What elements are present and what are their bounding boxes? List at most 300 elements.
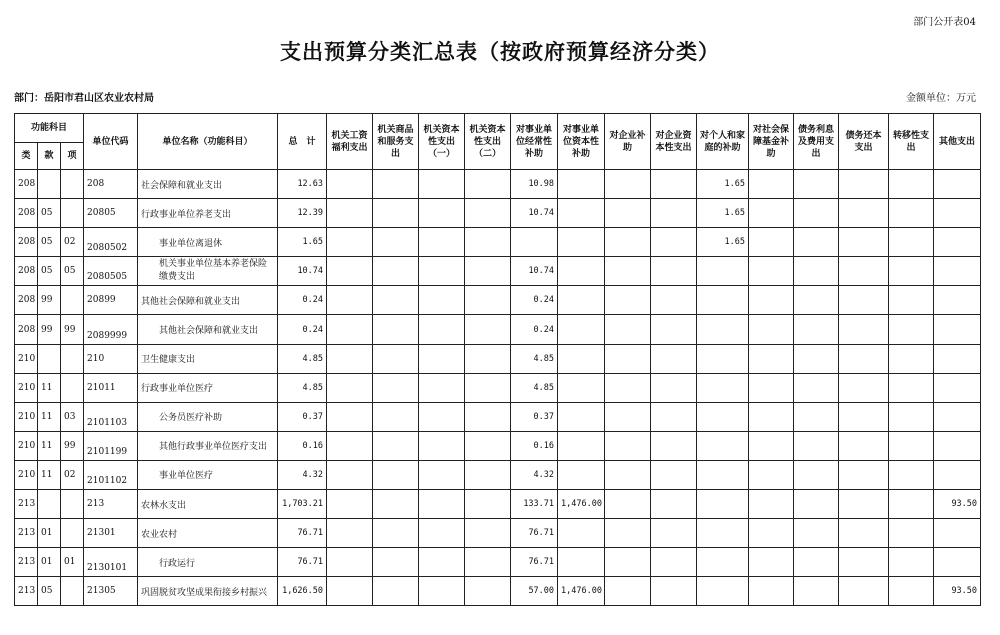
econ-header: 转移性支出 (889, 114, 934, 170)
amount-cell (794, 373, 839, 402)
amount-cell (327, 228, 373, 257)
amount-cell (697, 402, 749, 431)
amount-cell (373, 315, 419, 344)
amount-cell (327, 257, 373, 286)
amount-cell (419, 228, 465, 257)
total-cell: 10.74 (278, 257, 327, 286)
total-cell: 1,703.21 (278, 490, 327, 519)
amount-cell (839, 315, 889, 344)
amount-cell (697, 490, 749, 519)
amount-cell (749, 228, 794, 257)
total-cell: 76.71 (278, 519, 327, 548)
amount-cell (794, 257, 839, 286)
amount-cell (558, 519, 605, 548)
amount-cell (651, 228, 697, 257)
total-cell: 76.71 (278, 548, 327, 577)
amount-cell (373, 460, 419, 489)
xiang-cell (61, 577, 84, 606)
unit-code-cell: 21011 (84, 373, 138, 402)
amount-cell (839, 431, 889, 460)
unit-name-cell: 农林水支出 (138, 490, 278, 519)
econ-header: 对企业资本性支出 (651, 114, 697, 170)
amount-cell (651, 402, 697, 431)
xiang-cell: 99 (61, 431, 84, 460)
kuan-cell: 01 (38, 519, 61, 548)
amount-cell (934, 402, 981, 431)
unit-name-cell: 公务员医疗补助 (138, 402, 278, 431)
amount-cell (327, 431, 373, 460)
amount-cell (794, 315, 839, 344)
lei-cell: 208 (15, 228, 38, 257)
unit-code-cell: 2101102 (84, 460, 138, 489)
amount-cell (327, 548, 373, 577)
amount-cell (419, 402, 465, 431)
amount-cell: 1.65 (697, 228, 749, 257)
amount-cell (651, 315, 697, 344)
amount-cell (889, 431, 934, 460)
unit-code-cell: 20805 (84, 199, 138, 228)
amount-cell (839, 228, 889, 257)
amount-cell (605, 344, 651, 373)
amount-cell (465, 431, 511, 460)
unit-name-cell: 机关事业单位基本养老保险缴费支出 (138, 257, 278, 286)
lei-cell: 213 (15, 519, 38, 548)
amount-cell (373, 490, 419, 519)
amount-cell (327, 373, 373, 402)
amount-cell (749, 286, 794, 315)
amount-cell (373, 344, 419, 373)
econ-header: 机关商品和服务支出 (373, 114, 419, 170)
amount-cell (327, 402, 373, 431)
amount-cell (465, 257, 511, 286)
amount-cell (651, 460, 697, 489)
table-row (15, 257, 981, 286)
econ-header: 对事业单位经常性补助 (511, 114, 558, 170)
total-cell: 1,626.50 (278, 577, 327, 606)
amount-cell (605, 199, 651, 228)
amount-cell (697, 257, 749, 286)
amount-cell (749, 344, 794, 373)
kuan-cell (38, 170, 61, 199)
amount-cell (651, 548, 697, 577)
xiang-cell (61, 170, 84, 199)
total-cell: 0.37 (278, 402, 327, 431)
amount-cell (749, 490, 794, 519)
table-row (15, 490, 981, 519)
xiang-cell: 01 (61, 548, 84, 577)
amount-cell (889, 286, 934, 315)
amount-cell (373, 286, 419, 315)
amount-cell (465, 460, 511, 489)
amount-cell (934, 460, 981, 489)
amount-cell (419, 431, 465, 460)
econ-header: 机关资本性支出（二） (465, 114, 511, 170)
amount-cell (697, 519, 749, 548)
amount-cell (419, 257, 465, 286)
amount-cell: 4.85 (511, 373, 558, 402)
amount-cell (605, 519, 651, 548)
unit-code-cell: 2089999 (84, 315, 138, 344)
amount-cell (794, 286, 839, 315)
amount-cell: 76.71 (511, 548, 558, 577)
table-row (15, 344, 981, 373)
amount-cell (373, 577, 419, 606)
amount-unit-label: 金额单位：万元 (906, 93, 976, 104)
total-cell: 0.24 (278, 286, 327, 315)
amount-cell: 0.24 (511, 286, 558, 315)
amount-cell (934, 519, 981, 548)
amount-cell (605, 315, 651, 344)
amount-cell (794, 431, 839, 460)
econ-header: 对社会保障基金补助 (749, 114, 794, 170)
amount-cell (558, 431, 605, 460)
unit-code-cell: 21301 (84, 519, 138, 548)
amount-cell (839, 402, 889, 431)
table-row (15, 199, 981, 228)
amount-cell (327, 170, 373, 199)
amount-cell (605, 373, 651, 402)
amount-cell (749, 577, 794, 606)
budget-table (14, 113, 981, 606)
amount-cell (605, 257, 651, 286)
amount-cell (651, 490, 697, 519)
unit-code-cell: 210 (84, 344, 138, 373)
amount-cell (419, 577, 465, 606)
total-cell: 4.85 (278, 344, 327, 373)
unit-name-header: 单位名称（功能科目） (138, 114, 278, 170)
table-row (15, 286, 981, 315)
amount-cell (327, 577, 373, 606)
form-number: 部门公开表04 (913, 17, 976, 28)
amount-cell (889, 199, 934, 228)
amount-cell (558, 228, 605, 257)
amount-cell: 1,476.00 (558, 490, 605, 519)
unit-name-cell: 行政运行 (138, 548, 278, 577)
amount-cell (889, 170, 934, 199)
unit-name-cell: 其他行政事业单位医疗支出 (138, 431, 278, 460)
kuan-cell: 11 (38, 373, 61, 402)
kuan-cell: 99 (38, 286, 61, 315)
xiang-cell: 02 (61, 460, 84, 489)
amount-cell: 76.71 (511, 519, 558, 548)
econ-header: 对企业补助 (605, 114, 651, 170)
total-cell: 0.16 (278, 431, 327, 460)
total-cell: 0.24 (278, 315, 327, 344)
amount-cell (651, 199, 697, 228)
kuan-cell: 05 (38, 577, 61, 606)
amount-cell: 0.37 (511, 402, 558, 431)
amount-cell (794, 460, 839, 489)
xiang-cell (61, 199, 84, 228)
amount-cell (889, 344, 934, 373)
unit-code-cell: 2080502 (84, 228, 138, 257)
amount-cell (934, 373, 981, 402)
econ-header: 债务利息及费用支出 (794, 114, 839, 170)
amount-cell (889, 519, 934, 548)
kuan-cell (38, 490, 61, 519)
kuan-cell: 11 (38, 431, 61, 460)
amount-cell (889, 548, 934, 577)
amount-cell (697, 315, 749, 344)
amount-cell (373, 402, 419, 431)
amount-cell (558, 286, 605, 315)
amount-cell (889, 228, 934, 257)
amount-cell (558, 199, 605, 228)
amount-cell (697, 286, 749, 315)
amount-cell (794, 170, 839, 199)
econ-header: 对事业单位资本性补助 (558, 114, 605, 170)
amount-cell (465, 373, 511, 402)
amount-cell (373, 228, 419, 257)
amount-cell (794, 519, 839, 548)
table-row (15, 228, 981, 257)
amount-cell (558, 460, 605, 489)
amount-cell (465, 577, 511, 606)
kuan-cell: 11 (38, 460, 61, 489)
amount-cell (465, 315, 511, 344)
amount-cell (651, 373, 697, 402)
amount-cell (749, 257, 794, 286)
amount-cell (327, 286, 373, 315)
amount-cell: 4.85 (511, 344, 558, 373)
amount-cell (419, 460, 465, 489)
amount-cell (749, 199, 794, 228)
unit-code-cell: 20899 (84, 286, 138, 315)
amount-cell (934, 315, 981, 344)
amount-cell: 57.00 (511, 577, 558, 606)
xiang-cell: 99 (61, 315, 84, 344)
amount-cell (839, 344, 889, 373)
amount-cell (605, 490, 651, 519)
amount-cell (327, 199, 373, 228)
amount-cell (373, 170, 419, 199)
lei-cell: 208 (15, 170, 38, 199)
kuan-header: 款 (38, 143, 61, 170)
amount-cell (465, 199, 511, 228)
amount-cell (889, 315, 934, 344)
lei-cell: 210 (15, 344, 38, 373)
amount-cell (697, 577, 749, 606)
unit-name-cell: 其他社会保障和就业支出 (138, 315, 278, 344)
table-row (15, 519, 981, 548)
unit-name-cell: 卫生健康支出 (138, 344, 278, 373)
kuan-cell: 05 (38, 257, 61, 286)
unit-name-cell: 事业单位医疗 (138, 460, 278, 489)
kuan-cell: 05 (38, 228, 61, 257)
unit-name-cell: 行政事业单位医疗 (138, 373, 278, 402)
amount-cell (558, 373, 605, 402)
table-row (15, 577, 981, 606)
amount-cell (794, 199, 839, 228)
amount-cell (697, 431, 749, 460)
amount-cell (373, 257, 419, 286)
department-label: 部门：岳阳市君山区农业农村局 (14, 93, 154, 104)
amount-cell (934, 170, 981, 199)
amount-cell: 10.74 (511, 257, 558, 286)
amount-cell: 0.24 (511, 315, 558, 344)
amount-cell (419, 548, 465, 577)
total-cell: 12.63 (278, 170, 327, 199)
amount-cell: 1.65 (697, 199, 749, 228)
amount-cell (605, 460, 651, 489)
total-cell: 1.65 (278, 228, 327, 257)
lei-cell: 213 (15, 490, 38, 519)
amount-cell (373, 199, 419, 228)
amount-cell (605, 286, 651, 315)
amount-cell: 10.74 (511, 199, 558, 228)
amount-cell (749, 519, 794, 548)
amount-cell (327, 344, 373, 373)
amount-cell (697, 460, 749, 489)
page-title: 支出预算分类汇总表（按政府预算经济分类） (280, 40, 720, 64)
amount-cell (749, 460, 794, 489)
unit-name-cell: 社会保障和就业支出 (138, 170, 278, 199)
amount-cell (651, 344, 697, 373)
lei-cell: 208 (15, 315, 38, 344)
xiang-cell (61, 286, 84, 315)
amount-cell: 133.71 (511, 490, 558, 519)
amount-cell (839, 199, 889, 228)
amount-cell: 4.32 (511, 460, 558, 489)
kuan-cell (38, 344, 61, 373)
table-row (15, 402, 981, 431)
amount-cell (327, 519, 373, 548)
xiang-cell (61, 490, 84, 519)
total-header: 总 计 (278, 114, 327, 170)
xiang-cell (61, 344, 84, 373)
amount-cell (839, 257, 889, 286)
amount-cell (839, 548, 889, 577)
amount-cell (419, 344, 465, 373)
kuan-cell: 05 (38, 199, 61, 228)
amount-cell (373, 431, 419, 460)
amount-cell: 1,476.00 (558, 577, 605, 606)
amount-cell (651, 257, 697, 286)
amount-cell (749, 315, 794, 344)
amount-cell (889, 402, 934, 431)
amount-cell (697, 344, 749, 373)
amount-cell (419, 490, 465, 519)
xiang-cell (61, 373, 84, 402)
xiang-cell (61, 519, 84, 548)
kuan-cell: 01 (38, 548, 61, 577)
amount-cell (419, 199, 465, 228)
amount-cell (419, 315, 465, 344)
amount-cell (697, 373, 749, 402)
econ-header: 机关资本性支出（一） (419, 114, 465, 170)
amount-cell (465, 490, 511, 519)
amount-cell (889, 257, 934, 286)
amount-cell: 1.65 (697, 170, 749, 199)
lei-header: 类 (15, 143, 38, 170)
amount-cell (465, 170, 511, 199)
unit-name-cell: 巩固脱贫攻坚成果衔接乡村振兴 (138, 577, 278, 606)
amount-cell (934, 228, 981, 257)
amount-cell (373, 519, 419, 548)
amount-cell (419, 170, 465, 199)
amount-cell (889, 460, 934, 489)
amount-cell (511, 228, 558, 257)
amount-cell (794, 490, 839, 519)
amount-cell (839, 460, 889, 489)
amount-cell (889, 373, 934, 402)
amount-cell (465, 402, 511, 431)
amount-cell (794, 344, 839, 373)
amount-cell (749, 548, 794, 577)
xiang-header: 项 (61, 143, 84, 170)
amount-cell (465, 344, 511, 373)
amount-cell (605, 170, 651, 199)
table-row (15, 315, 981, 344)
amount-cell (558, 170, 605, 199)
xiang-cell: 05 (61, 257, 84, 286)
amount-cell (419, 373, 465, 402)
amount-cell (465, 548, 511, 577)
xiang-cell: 03 (61, 402, 84, 431)
amount-cell (558, 344, 605, 373)
amount-cell (373, 548, 419, 577)
unit-code-cell: 2080505 (84, 257, 138, 286)
unit-name-cell: 其他社会保障和就业支出 (138, 286, 278, 315)
total-cell: 4.32 (278, 460, 327, 489)
amount-cell (558, 257, 605, 286)
amount-cell (749, 373, 794, 402)
amount-cell (558, 315, 605, 344)
amount-cell (327, 315, 373, 344)
amount-cell (889, 577, 934, 606)
econ-header: 机关工资福利支出 (327, 114, 373, 170)
amount-cell (651, 519, 697, 548)
amount-cell (839, 490, 889, 519)
amount-cell: 10.98 (511, 170, 558, 199)
table-row (15, 460, 981, 489)
unit-code-cell: 208 (84, 170, 138, 199)
unit-name-cell: 事业单位离退休 (138, 228, 278, 257)
amount-cell (419, 286, 465, 315)
lei-cell: 208 (15, 257, 38, 286)
xiang-cell: 02 (61, 228, 84, 257)
amount-cell (794, 577, 839, 606)
lei-cell: 208 (15, 199, 38, 228)
unit-name-cell: 农业农村 (138, 519, 278, 548)
amount-cell (934, 257, 981, 286)
amount-cell (749, 170, 794, 199)
amount-cell (839, 577, 889, 606)
amount-cell (465, 228, 511, 257)
table-row (15, 170, 981, 199)
unit-code-cell: 2101103 (84, 402, 138, 431)
amount-cell (794, 228, 839, 257)
amount-cell (558, 402, 605, 431)
amount-cell (651, 577, 697, 606)
amount-cell (934, 344, 981, 373)
amount-cell (373, 373, 419, 402)
amount-cell (651, 286, 697, 315)
total-cell: 12.39 (278, 199, 327, 228)
lei-cell: 210 (15, 373, 38, 402)
amount-cell (605, 228, 651, 257)
amount-cell (839, 286, 889, 315)
amount-cell: 0.16 (511, 431, 558, 460)
amount-cell: 93.50 (934, 490, 981, 519)
amount-cell (605, 548, 651, 577)
amount-cell (327, 460, 373, 489)
kuan-cell: 11 (38, 402, 61, 431)
amount-cell (605, 431, 651, 460)
amount-cell (605, 577, 651, 606)
function-subject-header: 功能科目 (15, 114, 84, 143)
lei-cell: 213 (15, 548, 38, 577)
